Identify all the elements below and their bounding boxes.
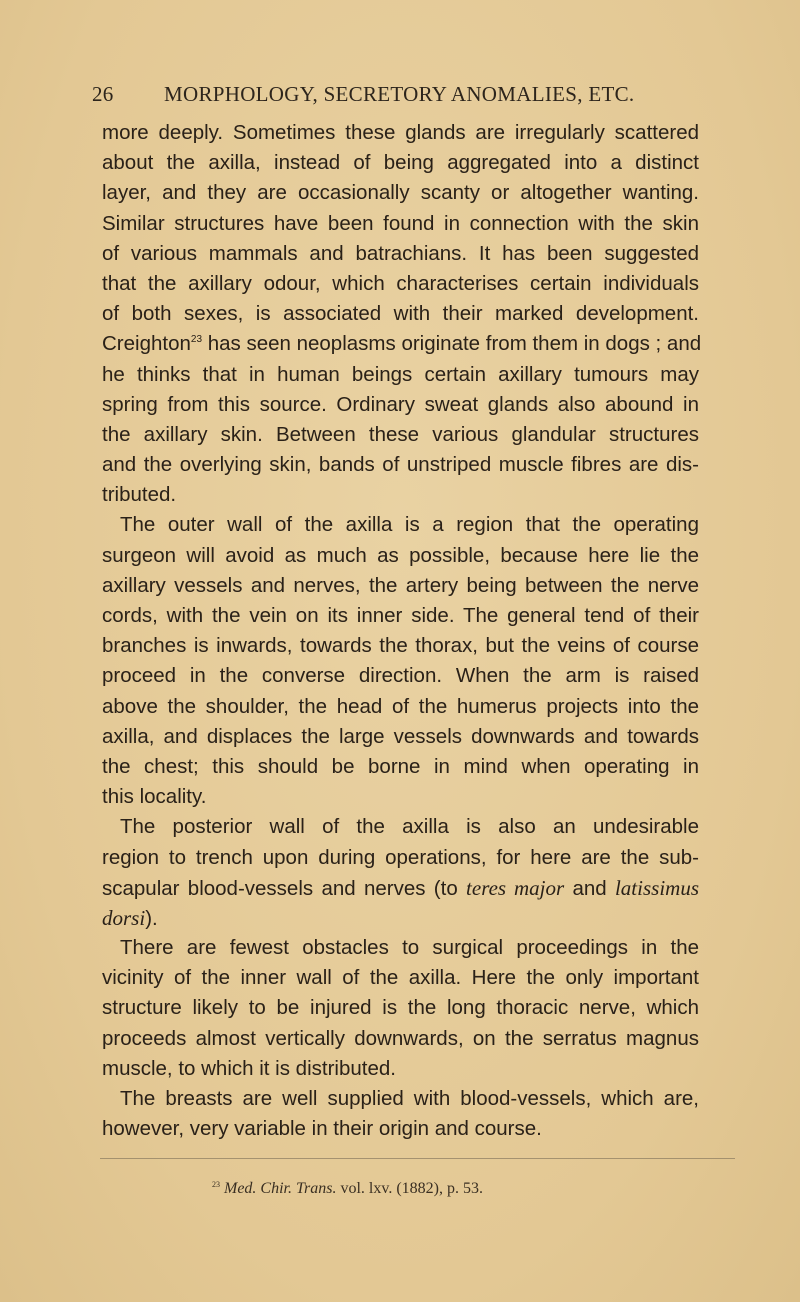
text-segment: spring from this source. Ordinary sweat glands also abound in bbox=[102, 392, 699, 416]
text-line bbox=[102, 178, 699, 208]
text-segment: There are fewest obstacles to surgical proceedings in the bbox=[120, 936, 699, 960]
text-line bbox=[102, 933, 699, 963]
text-line bbox=[102, 963, 699, 993]
footnote-journal: Med. Chir. Trans. bbox=[224, 1180, 337, 1197]
text-line bbox=[102, 541, 699, 571]
text-segment: axilla, and displaces the large vessels downwards and towards bbox=[102, 724, 699, 748]
text-line bbox=[102, 692, 699, 722]
text-segment: The outer wall of the axilla is a region that the operating bbox=[120, 513, 699, 537]
text-segment: The breasts are well supplied with blood-vessels, which are, bbox=[120, 1087, 699, 1110]
text-segment: branches is inwards, towards the thorax, but the veins of course bbox=[102, 634, 699, 658]
text-segment: however, very variable in their origin and course. bbox=[102, 1117, 542, 1141]
text-line bbox=[102, 1054, 699, 1084]
text-segment: of various mammals and batrachians. It has been suggested bbox=[102, 241, 699, 265]
text-segment: region to trench upon during operations, for here are the sub- bbox=[102, 845, 699, 869]
text-line bbox=[102, 601, 699, 631]
footnote-marker: 23 bbox=[212, 1180, 220, 1189]
text-line bbox=[102, 118, 699, 148]
text-line bbox=[102, 510, 699, 540]
text-segment: Creighton bbox=[102, 332, 191, 356]
text-segment: the chest; this should be borne in mind when operating in bbox=[102, 754, 699, 778]
text-segment: tributed. bbox=[102, 483, 177, 507]
text-line bbox=[102, 812, 699, 842]
text-segment: this locality. bbox=[102, 785, 207, 809]
text-line bbox=[102, 993, 699, 1023]
text-segment: vicinity of the inner wall of the axilla. Here the only important bbox=[102, 966, 699, 990]
text-line bbox=[102, 1114, 699, 1144]
text-segment: Similar structures have been found in connection with the skin bbox=[102, 211, 699, 235]
text-line bbox=[102, 903, 699, 933]
text-segment: about the axilla, instead of being aggregated into a distinct bbox=[102, 151, 699, 175]
text-line bbox=[102, 390, 699, 420]
text-line bbox=[102, 269, 699, 299]
running-header bbox=[92, 82, 652, 107]
text-line bbox=[102, 752, 699, 782]
text-segment: surgeon will avoid as much as possible, because here lie the bbox=[102, 543, 699, 567]
footnote-divider bbox=[100, 1158, 735, 1159]
page-number: 26 bbox=[92, 82, 114, 106]
text-line bbox=[102, 1084, 699, 1114]
footnote-details: vol. lxv. (1882), p. 53. bbox=[336, 1180, 483, 1197]
text-segment: above the shoulder, the head of the humerus projects into the bbox=[102, 694, 699, 718]
text-line bbox=[102, 1024, 699, 1054]
italic-term: teres major bbox=[466, 875, 565, 900]
text-segment: cords, with the vein on its inner side. The general tend of their bbox=[102, 604, 699, 627]
text-segment: more deeply. Sometimes these glands are irregularly scattered bbox=[102, 121, 699, 144]
text-segment: that the axillary odour, which characterises certain individuals bbox=[102, 271, 699, 295]
text-line bbox=[102, 843, 699, 873]
text-line bbox=[102, 360, 699, 390]
text-line bbox=[102, 329, 702, 359]
text-segment: he thinks that in human beings certain axillary tumours may bbox=[102, 362, 699, 386]
text-line bbox=[102, 209, 699, 239]
text-line bbox=[102, 722, 699, 752]
text-line bbox=[102, 661, 699, 691]
text-segment: proceeds almost vertically downwards, on the serratus magnus bbox=[102, 1026, 699, 1050]
text-segment: axillary vessels and nerves, the artery being between the nerve bbox=[102, 573, 699, 597]
italic-term: latissimus bbox=[614, 875, 699, 900]
text-segment: layer, and they are occasionally scanty or altogether wanting. bbox=[102, 181, 699, 205]
text-line bbox=[102, 420, 699, 450]
text-line bbox=[102, 571, 699, 601]
italic-term: dorsi bbox=[102, 905, 146, 930]
text-segment: The posterior wall of the axilla is also an undesirable bbox=[120, 815, 699, 839]
text-segment: muscle, to which it is distributed. bbox=[102, 1056, 396, 1080]
text-line bbox=[102, 480, 699, 510]
text-line bbox=[102, 782, 699, 812]
text-segment: structure likely to be injured is the long thoracic nerve, which bbox=[102, 996, 699, 1020]
text-segment: ). bbox=[145, 906, 158, 930]
text-line bbox=[102, 450, 699, 480]
running-title: MORPHOLOGY, SECRETORY ANOMALIES, ETC. bbox=[164, 82, 635, 106]
text-segment: the axillary skin. Between these various glandular structures bbox=[102, 422, 699, 446]
text-segment: of both sexes, is associated with their marked development. bbox=[102, 302, 699, 326]
text-segment: and bbox=[564, 876, 615, 900]
footnote-reference: 23 bbox=[190, 334, 203, 346]
text-line bbox=[102, 873, 699, 903]
text-segment: and the overlying skin, bands of unstriped muscle fibres are dis- bbox=[102, 453, 699, 477]
footnote bbox=[212, 1180, 483, 1198]
text-line bbox=[102, 299, 699, 329]
text-line bbox=[102, 148, 699, 178]
text-segment: has seen neoplasms originate from them in dogs ; and bbox=[202, 332, 702, 356]
text-line bbox=[102, 631, 699, 661]
text-line bbox=[102, 239, 699, 269]
body-text bbox=[102, 118, 702, 1144]
text-segment: scapular blood-vessels and nerves (to bbox=[102, 876, 467, 900]
text-segment: proceed in the converse direction. When the arm is raised bbox=[102, 664, 699, 688]
